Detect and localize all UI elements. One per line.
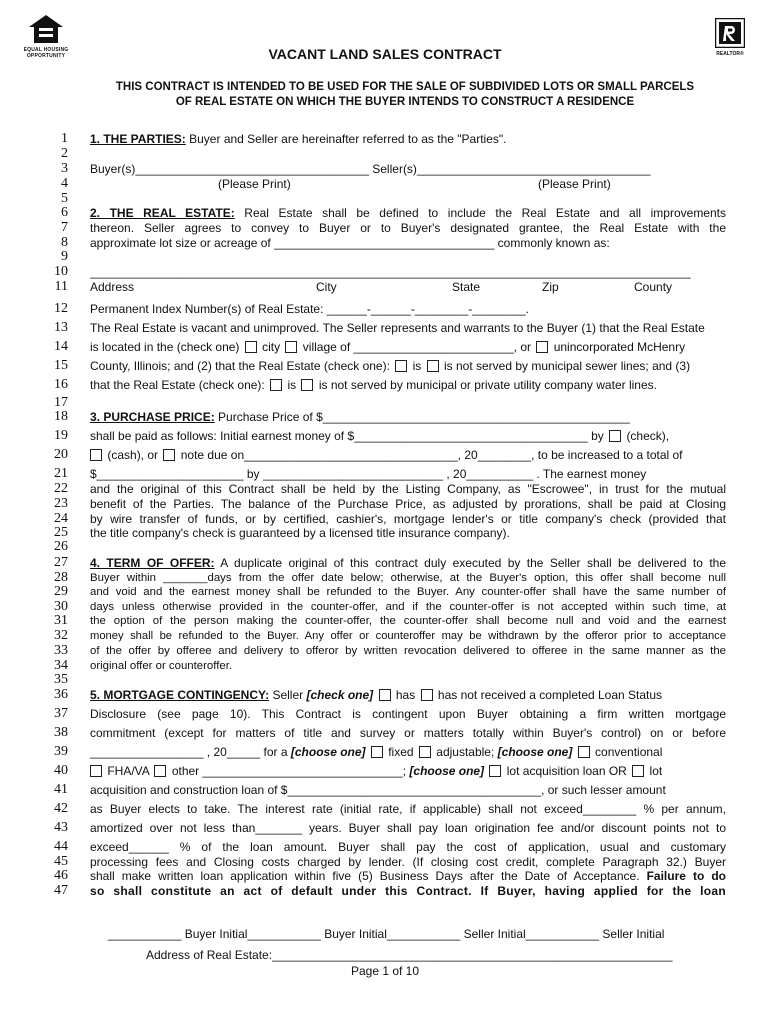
water-text: that the Real Estate (check one): — [90, 378, 265, 392]
line-number: 17 — [54, 395, 68, 410]
city-option-label: city — [262, 340, 281, 354]
mortgage-line-12: so shall constitute an act of default under this Contract. If Buyer, having applied for the loan — [90, 884, 726, 898]
equal-housing-house-icon — [28, 14, 64, 44]
parties-heading: 1. THE PARTIES: — [90, 132, 186, 146]
buyer-please-print: (Please Print) — [218, 177, 291, 191]
line-number: 7 — [61, 220, 68, 235]
eho-caption-2: OPPORTUNITY — [26, 53, 66, 59]
line-number: 2 — [61, 146, 68, 161]
purchase-price-line — [90, 410, 726, 424]
address-blank-field[interactable]: __________________________________________________________________________________________ — [90, 265, 691, 279]
lot-construction-checkbox[interactable] — [632, 765, 644, 777]
unincorporated-option-label: unincorporated McHenry — [553, 340, 686, 354]
water-line — [90, 378, 726, 392]
sewer-is-label: is — [412, 359, 422, 373]
cash-payment-checkbox[interactable] — [90, 449, 102, 461]
sewer-text: County, Illinois; and (2) that the Real Estate (check one): — [90, 359, 390, 373]
zip-label: Zip — [542, 280, 559, 294]
sewer-line — [90, 359, 726, 373]
term-of-offer-line-6: money shall be refunded to the Buyer. Any offer or counteroffer may be withdrawn by the offeror prior to acceptance — [90, 630, 726, 642]
water-is-label: is — [287, 378, 297, 392]
line-number: 34 — [54, 658, 68, 673]
amortization-field[interactable]: amortized over not less than_______ years. Buyer shall pay loan origination fee and/or discount points not to — [90, 821, 726, 835]
line-number: 1 — [61, 131, 68, 146]
term-of-offer-text: A duplicate original of this contract duly executed by the Seller shall be delivered to the — [214, 556, 727, 570]
line-number: 47 — [54, 883, 68, 898]
term-of-offer-line-5: the option of the person making the counter-offer, the counter-offer shall become null and void and the earnest — [90, 615, 726, 627]
mortgage-line-3: commitment (except for matters of title and survey or matters totally within Buyer's control) on or before — [90, 726, 726, 740]
line-number: 21 — [54, 466, 68, 481]
mortgage-line-10: processing fees and Closing costs charged by lender. (If closing cost credit, complete Paragraph 32.) Buyer — [90, 855, 726, 869]
line-number: 19 — [54, 428, 68, 443]
realtor-r-icon — [715, 18, 745, 48]
city-label: City — [316, 280, 337, 294]
parties-line — [90, 132, 726, 146]
line-number: 31 — [54, 613, 68, 628]
sewer-is-not-checkbox[interactable] — [427, 360, 439, 372]
line-number: 4 — [61, 176, 68, 191]
line-number: 40 — [54, 763, 68, 778]
fixed-rate-checkbox[interactable] — [371, 746, 383, 758]
line-number: 24 — [54, 511, 68, 526]
adjustable-label: adjustable; — [436, 745, 498, 759]
line-number: 37 — [54, 706, 68, 721]
escrow-line-1: and the original of this Contract shall be held by the Listing Company, as "Escrowee", in trust for the mutual — [90, 482, 726, 496]
term-of-offer-heading: 4. TERM OF OFFER: — [90, 556, 215, 570]
adjustable-rate-checkbox[interactable] — [419, 746, 431, 758]
term-of-offer-line-4: days unless otherwise provided in the counter-offer, and if the counter-offer is not accepted within such time, at — [90, 601, 726, 613]
failure-text: Failure to do — [646, 869, 726, 883]
line-number: 25 — [54, 525, 68, 540]
line-number: 9 — [61, 249, 68, 264]
commitment-date-field[interactable]: _________________ , 20_____ for a — [90, 745, 291, 759]
subtitle-line-1: THIS CONTRACT IS INTENDED TO BE USED FOR THE SALE OF SUBDIVIDED LOTS OR SMALL PARCELS — [115, 81, 695, 93]
line-number: 10 — [54, 264, 68, 279]
mortgage-heading: 5. MORTGAGE CONTINGENCY: — [90, 688, 270, 702]
realtor-caption: REALTOR® — [716, 51, 744, 57]
state-label: State — [452, 280, 481, 294]
has-not-received-checkbox[interactable] — [421, 689, 433, 701]
loan-amount-field[interactable]: acquisition and construction loan of $______________________________________, or such lesser amount — [90, 783, 666, 797]
purchase-price-heading: 3. PURCHASE PRICE: — [90, 410, 215, 424]
origination-fee-field[interactable]: exceed______ % of the loan amount. Buyer shall pay the cost of application, usual and customary — [90, 840, 726, 854]
real-estate-heading: 2. THE REAL ESTATE: — [90, 206, 235, 220]
line-number: 3 — [61, 161, 68, 176]
line-number: 36 — [54, 687, 68, 702]
parties-text: Buyer and Seller are hereinafter referred to as the "Parties". — [185, 132, 507, 146]
term-of-offer-line-2: Buyer within _______days from the offer date below; otherwise, at the Buyer's option, this offer shall become null — [90, 572, 726, 584]
mortgage-seller-text: Seller — [269, 688, 307, 702]
fha-va-label: FHA/VA — [107, 764, 150, 778]
line-number: 26 — [54, 539, 68, 554]
water-is-not-label: is not served by municipal or private utility company water lines. — [318, 378, 657, 392]
line-number: 22 — [54, 481, 68, 496]
term-of-offer-line-7: of the offer by offeree and delivery to offeror by written revocation delivered to offeree in the same manner as the — [90, 645, 726, 657]
line-number: 20 — [54, 447, 68, 462]
earnest-money-line — [90, 429, 726, 443]
conventional-checkbox[interactable] — [578, 746, 590, 758]
village-checkbox[interactable] — [285, 341, 297, 353]
lot-size-field[interactable]: approximate lot size or acreage of _________________________________ commonly known as: — [90, 236, 610, 250]
water-is-not-checkbox[interactable] — [301, 379, 313, 391]
lot-acquisition-checkbox[interactable] — [489, 765, 501, 777]
earnest-money-field[interactable]: shall be paid as follows: Initial earnest money of $___________________________________ by — [90, 429, 604, 443]
check-payment-label: (check), — [626, 429, 670, 443]
mortgage-line-4 — [90, 745, 726, 759]
page-number: Page 1 of 10 — [350, 964, 420, 978]
note-due-field[interactable]: note due on________________________________, 20________, to be increased to a total of — [180, 448, 683, 462]
buyer-seller-name-fields[interactable]: Buyer(s)___________________________________ Seller(s)___________________________________ — [90, 162, 651, 176]
has-label: has — [395, 688, 416, 702]
line-number: 27 — [54, 555, 68, 570]
county-label: County — [634, 280, 673, 294]
line-number: 5 — [61, 191, 68, 206]
line-number: 30 — [54, 599, 68, 614]
page-title: VACANT LAND SALES CONTRACT — [268, 46, 502, 62]
note-payment-checkbox[interactable] — [163, 449, 175, 461]
line-number: 38 — [54, 725, 68, 740]
line-number: 13 — [54, 320, 68, 335]
footer-address-field[interactable]: Address of Real Estate:____________________________________________________________ — [146, 948, 673, 962]
conventional-label: conventional — [595, 745, 663, 759]
line-number: 45 — [54, 854, 68, 869]
sewer-is-not-label: is not served by municipal sewer lines; and (3) — [443, 359, 691, 373]
vacant-statement: The Real Estate is vacant and unimproved. The Seller represents and warrants to the Buyer (1) that the Real Estate — [90, 321, 705, 335]
eho-caption-1: EQUAL HOUSING — [23, 47, 69, 53]
line-number: 16 — [54, 377, 68, 392]
initials-line[interactable]: ___________ Buyer Initial___________ Buyer Initial___________ Seller Initial___________ Seller Initial — [108, 927, 665, 941]
term-of-offer-line-3: and void and the earnest money shall be refunded to the Buyer. Any counter-offer shall have the same number of — [90, 586, 726, 598]
location-line — [90, 340, 726, 354]
line-number: 42 — [54, 801, 68, 816]
line-number: 29 — [54, 584, 68, 599]
line-number: 44 — [54, 839, 68, 854]
line-number: 11 — [54, 279, 68, 294]
subtitle-line-2: OF REAL ESTATE ON WHICH THE BUYER INTENDS TO CONSTRUCT A RESIDENCE — [175, 96, 635, 108]
location-text: is located in the (check one) — [90, 340, 240, 354]
escrow-line-3: by wire transfer of funds, or by certified, cashier's, mortgage lender's or title company's check (provided that — [90, 512, 726, 526]
line-number: 15 — [54, 358, 68, 373]
mortgage-line-5 — [90, 764, 726, 778]
line-number: 23 — [54, 496, 68, 511]
lot-label: lot — [649, 764, 663, 778]
lot-acquisition-label: lot acquisition loan OR — [506, 764, 627, 778]
fha-va-checkbox[interactable] — [90, 765, 102, 777]
line-number: 28 — [54, 570, 68, 585]
check-one-instruction: [check one] — [306, 688, 374, 702]
line-number: 35 — [54, 672, 68, 687]
check-payment-checkbox[interactable] — [609, 430, 621, 442]
choose-one-instruction: [choose one] — [497, 745, 573, 759]
purchase-price-field[interactable]: Purchase Price of $______________________________________________ — [214, 410, 630, 424]
unincorporated-checkbox[interactable] — [536, 341, 548, 353]
loan-application-text: shall make written loan application within five (5) Business Days after the Date of Acceptance. — [90, 869, 647, 883]
mortgage-line-2: Disclosure (see page 10). This Contract is contingent upon Buyer obtaining a firm written mortgage — [90, 707, 726, 721]
address-label: Address — [90, 280, 135, 294]
contract-subtitle — [60, 80, 750, 110]
escrow-line-4: the title company's check is guaranteed by a licensed title insurance company). — [90, 526, 510, 540]
line-number: 8 — [61, 235, 68, 250]
water-is-checkbox[interactable] — [270, 379, 282, 391]
line-number: 41 — [54, 782, 68, 797]
line-number: 18 — [54, 409, 68, 424]
line-number: 39 — [54, 744, 68, 759]
has-received-checkbox[interactable] — [379, 689, 391, 701]
fixed-label: fixed — [388, 745, 414, 759]
choose-one-instruction: [choose one] — [290, 745, 366, 759]
line-number: 43 — [54, 820, 68, 835]
mortgage-line-11 — [90, 869, 726, 883]
choose-one-instruction: [choose one] — [409, 764, 485, 778]
total-earnest-field[interactable]: $______________________ by ___________________________ , 20__________ . The earnest money — [90, 467, 647, 481]
interest-rate-field[interactable]: as Buyer elects to take. The interest rate (initial rate, if applicable) shall not exceed________ % per annum, — [90, 802, 726, 816]
city-checkbox[interactable] — [245, 341, 257, 353]
line-number: 12 — [54, 301, 68, 316]
other-loan-field[interactable]: other ______________________________; — [171, 764, 410, 778]
line-number: 33 — [54, 643, 68, 658]
payment-method-line — [90, 448, 726, 462]
village-option-label: village of ________________________, or — [302, 340, 532, 354]
term-of-offer-line-8: original offer or counteroffer. — [90, 660, 233, 672]
sewer-is-checkbox[interactable] — [395, 360, 407, 372]
seller-please-print: (Please Print) — [538, 177, 611, 191]
real-estate-line-1 — [90, 206, 726, 220]
term-of-offer-line-1 — [90, 556, 726, 570]
cash-payment-label: (cash), or — [107, 448, 159, 462]
real-estate-text: Real Estate shall be defined to include the Real Estate and all improvements — [234, 206, 726, 220]
line-number: 14 — [54, 339, 68, 354]
line-number: 6 — [61, 205, 68, 220]
mortgage-line-1 — [90, 688, 726, 702]
other-loan-checkbox[interactable] — [154, 765, 166, 777]
real-estate-line-2: thereon. Seller agrees to convey to Buyer or to Buyer's designated grantee, the Real Estate with the — [90, 221, 726, 235]
pin-field[interactable]: Permanent Index Number(s) of Real Estate: ______-______-________-________. — [90, 302, 529, 316]
line-number: 32 — [54, 628, 68, 643]
escrow-line-2: benefit of the Parties. The balance of the Purchase Price, as adjusted by prorations, shall be paid at Closing — [90, 497, 726, 511]
has-not-label: has not received a completed Loan Status — [437, 688, 663, 702]
line-number: 46 — [54, 868, 68, 883]
